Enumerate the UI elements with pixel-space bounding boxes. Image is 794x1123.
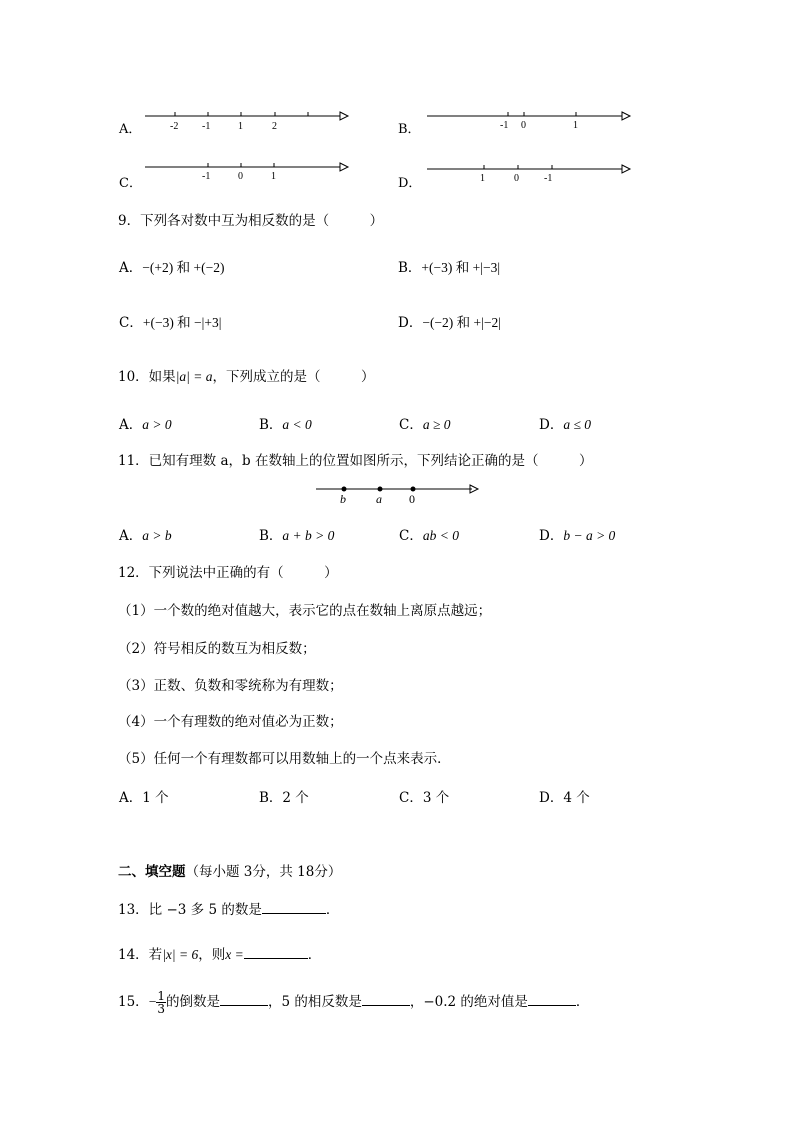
option-letter: A． (119, 417, 143, 433)
option-letter: A． (119, 260, 143, 276)
q8-option-b-numberline (422, 104, 632, 134)
q13-end: ． (325, 902, 340, 918)
q14-var: x = (225, 947, 244, 962)
tick-label: 1 (573, 120, 578, 131)
section-2-heading (118, 860, 341, 880)
q12-statement: （4）一个有理数的绝对值必为正数； (118, 714, 343, 730)
option-text: 4 个 (563, 790, 590, 806)
q12-option-c (399, 786, 449, 806)
option-text: −(+2) 和 +(−2) (142, 260, 225, 275)
q10-stem-pre: 10．如果 (118, 369, 176, 385)
option-text: −(−2) 和 +|−2| (422, 315, 501, 330)
q12-statement: （5）任何一个有理数都可以用数轴上的一个点来表示． (118, 751, 451, 767)
q12-statement: （1）一个数的绝对值越大，表示它的点在数轴上离原点越远； (118, 603, 492, 619)
option-text: a < 0 (282, 417, 312, 432)
q11-option-b (259, 524, 334, 544)
q13 (118, 898, 339, 918)
q14-answer-blank[interactable] (244, 946, 308, 959)
option-letter: B． (259, 417, 283, 433)
option-text: a + b > 0 (282, 528, 335, 543)
label-a: a (376, 492, 382, 506)
option-letter: C． (399, 417, 423, 433)
q14 (118, 943, 321, 963)
q9-option-a (119, 256, 224, 276)
option-letter: B． (398, 260, 422, 276)
q11-option-a (119, 524, 172, 544)
point-b (342, 487, 347, 492)
tick-label: 1 (480, 173, 485, 184)
q14-mid: ，则 (198, 947, 226, 963)
option-text: a > b (142, 528, 172, 543)
q11-option-d (539, 524, 615, 544)
option-letter: B． (259, 528, 283, 544)
q8-option-a-numberline (140, 104, 350, 134)
option-text: ab < 0 (422, 528, 459, 543)
q8-option-a-letter: A． (119, 122, 142, 137)
q12-statement: （2）符号相反的数互为相反数； (118, 641, 316, 657)
option-text: a > 0 (142, 417, 172, 432)
option-text: 1 个 (142, 790, 169, 806)
q15-part-2: ，5 的相反数是 (267, 994, 362, 1010)
fraction-numerator: 1 (157, 989, 165, 1003)
q15 (118, 990, 589, 1015)
q15-answer-blank-3[interactable] (528, 993, 576, 1006)
q8-option-b-letter: B． (398, 122, 421, 137)
option-text: a ≤ 0 (563, 417, 591, 432)
q15-end: ． (575, 994, 590, 1010)
option-text: 2 个 (282, 790, 309, 806)
section-2-title: 二、填空题 (118, 864, 186, 880)
q11-option-c (399, 524, 459, 544)
q10-stem-post: ，下列成立的是（ ） (212, 369, 375, 385)
point-a (378, 487, 383, 492)
q10-option-b (259, 413, 312, 433)
q15-part-3: ，−0.2 的绝对值是 (409, 994, 528, 1010)
q9-option-c (119, 311, 221, 331)
option-letter: C． (399, 528, 423, 544)
label-zero: 0 (409, 492, 415, 506)
q9-stem: 9．下列各对数中互为相反数的是（ ） (118, 213, 384, 229)
option-text: +(−3) 和 −|+3| (142, 315, 222, 330)
option-text: b − a > 0 (563, 528, 616, 543)
q14-math: |x| = 6 (162, 947, 199, 962)
q15-answer-blank-1[interactable] (220, 993, 268, 1006)
q12-stem: 12．下列说法中正确的有（ ） (118, 565, 338, 581)
q14-end: ． (307, 947, 322, 963)
tick-label: -1 (202, 171, 211, 182)
q10-option-d (539, 413, 591, 433)
q10-stem (118, 365, 374, 385)
tick-label: -1 (544, 173, 553, 184)
option-letter: D． (539, 417, 564, 433)
q15-answer-blank-2[interactable] (362, 993, 410, 1006)
option-letter: B． (259, 790, 283, 806)
q11-numberline (312, 478, 484, 508)
option-text: a ≥ 0 (422, 417, 451, 432)
option-letter: A． (119, 790, 143, 806)
tick-label: 1 (271, 171, 276, 182)
q13-answer-blank[interactable] (262, 901, 326, 914)
q8-option-c-numberline (140, 155, 350, 185)
tick-label: 2 (272, 121, 277, 132)
section-2-note: （每小题 3分，共 18分） (185, 864, 342, 880)
option-letter: D． (539, 790, 564, 806)
label-b: b (340, 492, 346, 506)
q8-option-c-letter: C． (119, 176, 142, 191)
point-zero (411, 487, 416, 492)
q12-statement: （3）正数、负数和零统称为有理数； (118, 678, 343, 694)
q10-stem-math: |a| = a (175, 369, 213, 384)
tick-label: 1 (238, 121, 243, 132)
fraction-denominator: 3 (157, 1002, 165, 1016)
option-letter: D． (539, 528, 564, 544)
q10-option-c (399, 413, 451, 433)
tick-label: -2 (170, 121, 179, 132)
q9-option-b (398, 256, 500, 276)
tick-label: -1 (202, 121, 211, 132)
q15-minus: − (148, 994, 157, 1009)
q8-option-d-letter: D． (398, 176, 422, 191)
option-letter: D． (398, 315, 423, 331)
tick-label: 0 (238, 171, 243, 182)
q11-stem: 11．已知有理数 a，b 在数轴上的位置如图所示，下列结论正确的是（ ） (118, 453, 593, 469)
option-letter: C． (399, 790, 423, 806)
q10-option-a (119, 413, 172, 433)
q13-text: 13．比 −3 多 5 的数是 (118, 902, 262, 918)
q9-option-d (398, 311, 501, 331)
q14-pre: 14．若 (118, 947, 163, 963)
q8-option-d-numberline (422, 155, 632, 185)
option-text: +(−3) 和 +|−3| (421, 260, 501, 275)
tick-label: 0 (514, 173, 519, 184)
q15-fraction (156, 990, 166, 1015)
option-letter: A． (119, 528, 143, 544)
q12-option-a (119, 786, 169, 806)
q12-option-d (539, 786, 590, 806)
option-letter: C． (119, 315, 143, 331)
option-text: 3 个 (422, 790, 450, 806)
q15-number: 15． (118, 994, 149, 1010)
q15-part-1: 的倒数是 (165, 994, 220, 1010)
tick-label: -1 (500, 120, 509, 131)
q12-option-b (259, 786, 309, 806)
tick-label: 0 (521, 120, 526, 131)
